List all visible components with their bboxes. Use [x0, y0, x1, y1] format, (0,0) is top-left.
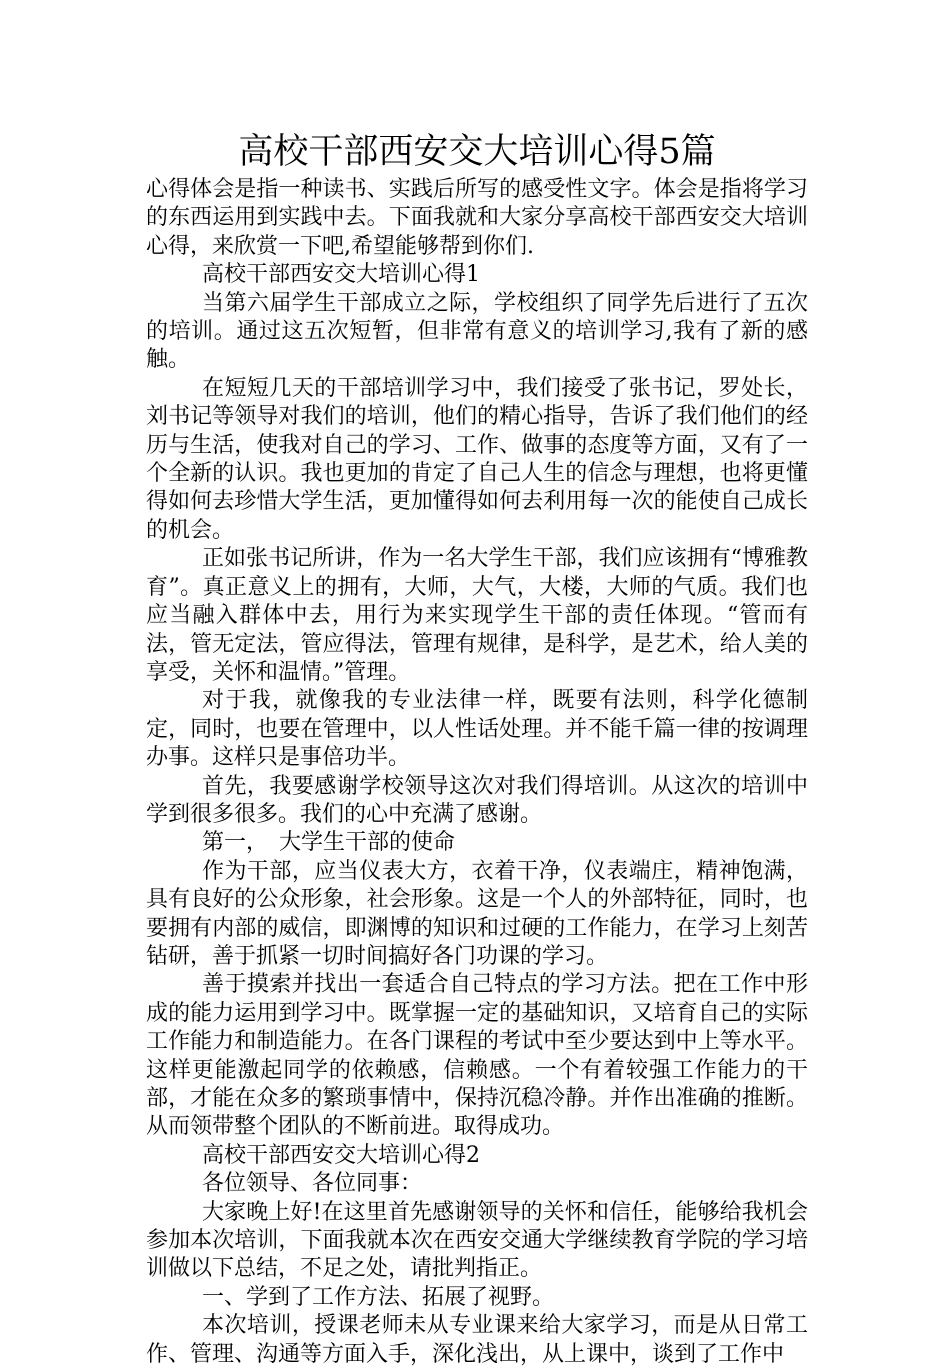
paragraph: 在短短几天的干部培训学习中，我们接受了张书记，罗处长，刘书记等领导对我们的培训，他们的精心指导，告诉了我们他们的经历与生活，使我对自己的学习、工作、做事的态度等方面，又有了一个全新的认识。我也更加的肯定了自己人生的信念与理想，也将更懂得如何去珍惜大学生活，更加懂得如何去利用每一次的能使自己成长的机会。	[146, 375, 808, 543]
paragraph: 当第六届学生干部成立之际，学校组织了同学先后进行了五次的培训。通过这五次短暂，但非常有意义的培训学习,我有了新的感触。	[146, 290, 808, 373]
salutation: 各位领导、各位同事：	[202, 1171, 423, 1197]
paragraph: 作为干部，应当仪表大方，衣着干净，仪表端庄，精神饱满，具有良好的公众形象，社会形象。这是一个人的外部特征，同时，也要拥有内部的威信，即渊博的知识和过硬的工作能力，在学习上刻苦钻研，善于抓紧一切时间搞好各门功课的学习。	[146, 858, 808, 969]
section-heading: 高校干部西安交大培训心得2	[202, 1142, 480, 1168]
paragraph: 大家晚上好!在这里首先感谢领导的关怀和信任，能够给我机会参加本次培训，下面我就本次在西安交通大学继续教育学院的学习培训做以下总结，不足之处，请批判指正。	[146, 1199, 808, 1282]
paragraph: 心得体会是指一种读书、实践后所写的感受性文字。体会是指将学习的东西运用到实践中去。下面我就和大家分享高校干部西安交大培训心得，来欣赏一下吧,希望能够帮到你们.	[146, 177, 808, 259]
paragraph: 首先，我要感谢学校领导这次对我们得培训。从这次的培训中学到很多很多。我们的心中充满了感谢。	[146, 773, 808, 827]
document-title: 高校干部西安交大培训心得5篇	[238, 132, 716, 172]
document-body	[146, 176, 808, 1369]
document-page	[146, 128, 808, 1369]
paragraph: 善于摸索并找出一套适合自己特点的学习方法。把在工作中形成的能力运用到学习中。既掌握一定的基础知识，又培育自己的实际工作能力和制造能力。在各门课程的考试中至少要达到中上等水平。这样更能激起同学的依赖感，信赖感。一个有着较强工作能力的干部，才能在众多的繁琐事情中，保持沉稳冷静。并作出准确的推断。从而领带整个团队的不断前进。取得成功。	[146, 972, 808, 1140]
section-heading: 高校干部西安交大培训心得1	[202, 262, 480, 288]
subsection-heading: 第一， 大学生干部的使命	[202, 830, 456, 856]
paragraph: 正如张书记所讲，作为一名大学生干部，我们应该拥有“博雅教育”。真正意义上的拥有，大师，大气，大楼，大师的气质。我们也应当融入群体中去，用行为来实现学生干部的责任体现。“管而有法，管无定法，管应得法，管理有规律，是科学，是艺术，给人美的享受，关怀和温情。”管理。	[146, 546, 808, 685]
paragraph: 对于我，就像我的专业法律一样，既要有法则，科学化德制定，同时，也要在管理中，以人性话处理。并不能千篇一律的按调理办事。这样只是事倍功半。	[146, 688, 808, 771]
subsection-heading: 一、学到了工作方法、拓展了视野。	[202, 1284, 555, 1310]
paragraph: 本次培训，授课老师未从专业课来给大家学习，而是从日常工作、管理、沟通等方面入手，深化浅出，从上课中，谈到了工作中	[146, 1313, 808, 1367]
